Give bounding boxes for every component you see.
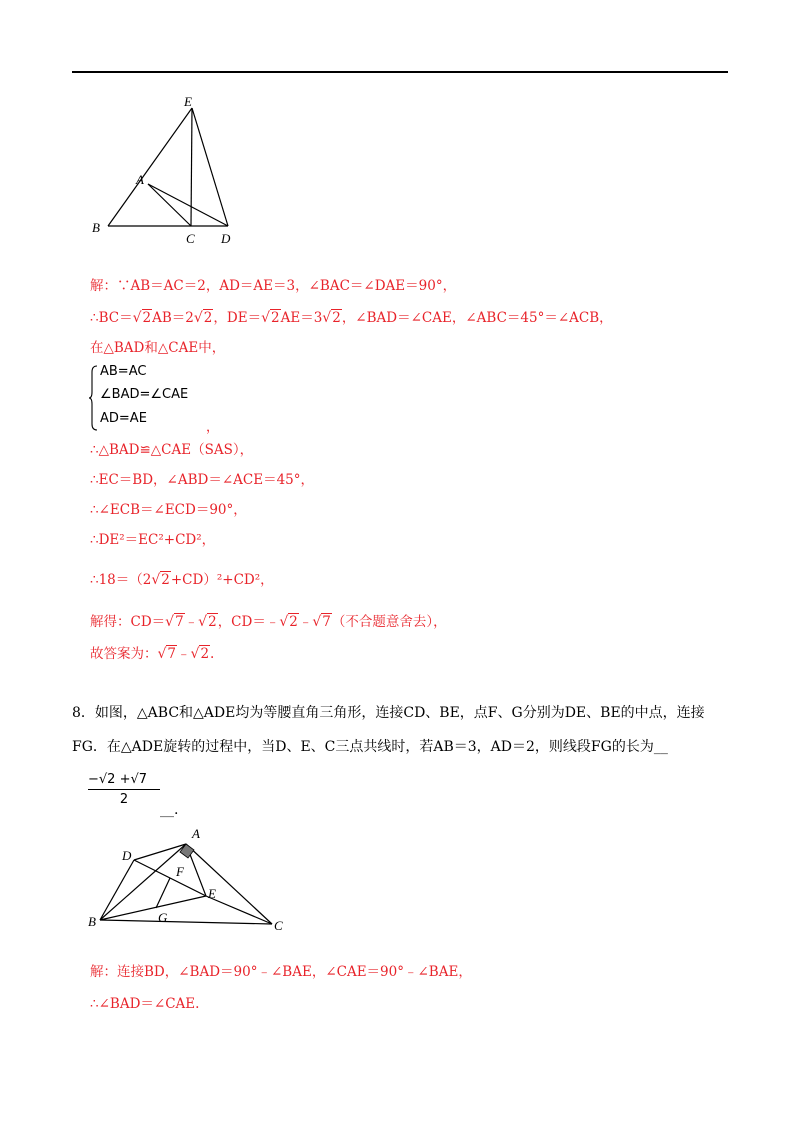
solution7-line3: 在△BAD和△CAE中， [90, 340, 226, 356]
system-line-1: AB=AC [100, 364, 147, 379]
right-angle-mark [180, 844, 194, 858]
answer-tail: __. [160, 802, 179, 818]
label-b: B [92, 220, 100, 235]
system-line-2: ∠BAD=∠CAE [100, 387, 189, 402]
solution7-line10: 故答案为：√7﹣√2. [90, 646, 215, 662]
question8-line1: 8．如图，△ABC和△ADE均为等腰直角三角形，连接CD、BE，点F、G分别为DE、BE的中点，连接 [72, 705, 705, 721]
solution7-line7: ∴DE²＝EC²+CD²， [90, 532, 216, 548]
label-a: A [136, 172, 144, 187]
label-b2: B [88, 914, 96, 929]
label-d: D [221, 231, 231, 246]
label-c: C [186, 231, 195, 246]
solution7-line4: ∴△BAD≌△CAE（SAS）， [90, 442, 254, 458]
answer-denominator: 2 [119, 792, 129, 807]
header-rule [72, 71, 728, 73]
label-e: E [184, 94, 192, 109]
solution7-line6: ∴∠ECB＝∠ECD＝90°， [90, 502, 247, 518]
solution8-line1: 解：连接BD，∠BAD＝90°﹣∠BAE，∠CAE＝90°﹣∠BAE， [90, 964, 472, 980]
label-e2: E [208, 886, 216, 901]
figure-triangle-1 [88, 92, 258, 252]
label-a2: A [192, 826, 200, 841]
solution8-line2: ∴∠BAD＝∠CAE. [90, 996, 200, 1012]
label-c2: C [274, 918, 283, 933]
system-comma: ， [206, 420, 220, 435]
question8-line2: FG．在△ADE旋转的过程中，当D、E、C三点共线时，若AB＝3，AD＝2，则线段FG的长为__ [72, 739, 668, 755]
label-f: F [176, 864, 184, 879]
solution7-line8: ∴18＝（2√2+CD）²+CD²， [90, 572, 274, 588]
equation-system [88, 364, 288, 435]
solution7-line2: ∴BC＝√2AB＝2√2，DE＝√2AE＝3√2，∠BAD＝∠CAE，∠ABC＝45°＝∠ACB， [90, 310, 613, 326]
fraction-bar [88, 789, 160, 790]
solution7-line5: ∴EC＝BD，∠ABD＝∠ACE＝45°， [90, 472, 314, 488]
label-d2: D [122, 848, 132, 863]
answer-fraction [88, 772, 160, 807]
solution7-line1: 解：∵AB＝AC＝2，AD＝AE＝3，∠BAC＝∠DAE＝90°， [90, 278, 457, 294]
answer-numerator: −√2 +√7 [88, 772, 148, 787]
brace-icon [88, 364, 98, 432]
solution7-line9: 解得：CD＝√7﹣√2，CD＝﹣√2﹣√7（不合题意舍去）， [90, 614, 447, 630]
system-line-3: AD=AE [100, 411, 147, 426]
figure-triangle-2 [88, 826, 298, 938]
label-g: G [158, 910, 168, 925]
